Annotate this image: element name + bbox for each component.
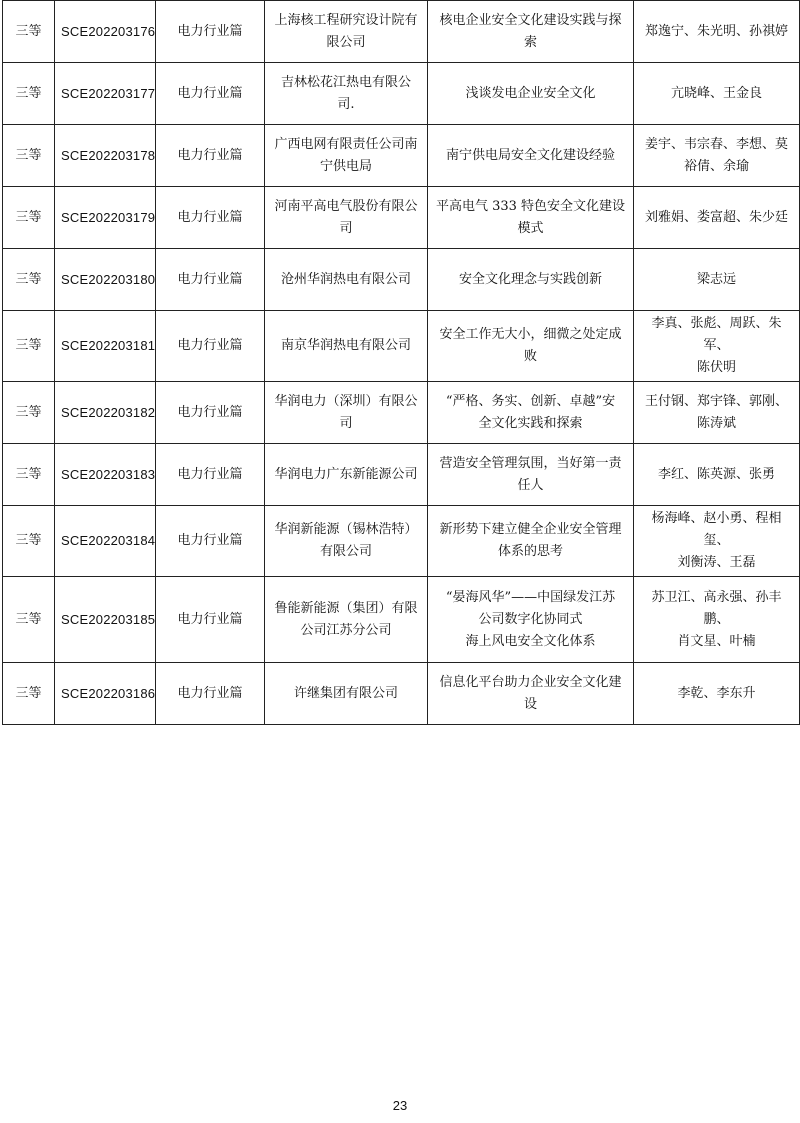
authors-cell-line: 陈涛斌 [696,415,736,431]
category-cell: 电力行业篇 [156,577,265,663]
unit-cell-line: 宁供电局 [319,158,372,174]
grade-cell: 三等 [3,187,55,249]
authors-cell [634,663,800,725]
table-row [3,663,800,725]
category-cell: 电力行业篇 [156,187,265,249]
title-cell-line: 体系的思考 [497,544,563,559]
title-cell-line: 安全工作无大小，细微之处定成 [439,327,622,342]
unit-cell-line: 吉林松花江热电有限公 [280,74,411,90]
unit-cell-line: 河南平高电气股份有限公 [274,198,418,214]
title-cell-line: 信息化平台助力企业安全文化建 [439,674,622,690]
title-cell [428,663,634,725]
unit-cell-line: 司 [339,220,353,236]
unit-cell-line: 许继集团有限公司 [293,685,398,701]
title-cell-line: 南宁供电局安全文化建设经验 [445,147,615,163]
category-cell: 电力行业篇 [156,663,265,725]
title-cell-line: “严格、务实、创新、卓越”安 [445,393,616,409]
grade-cell: 三等 [3,311,55,382]
title-cell [428,63,634,125]
title-cell-line: 新形势下建立健全企业安全管理 [439,522,622,537]
table-row [3,63,800,125]
unit-cell-line: 华润新能源（锡林浩特） [274,522,418,537]
authors-cell-line: 姜宇、韦宗春、李想、莫 [644,136,788,152]
code-cell: SCE202203182 [55,382,156,444]
title-cell-line: 败 [523,349,537,364]
title-cell-line: 浅谈发电企业安全文化 [465,85,596,101]
code-cell: SCE202203180 [55,249,156,311]
authors-cell [634,311,800,382]
code-cell: SCE202203176 [55,1,156,63]
unit-cell-line: 广西电网有限责任公司南 [274,136,418,152]
unit-cell [265,63,428,125]
table-row [3,249,800,311]
table-row [3,506,800,577]
authors-cell-line: 李红、陈英源、张勇 [657,466,775,482]
authors-cell-line: 王付钢、郑宇锋、郭刚、 [644,393,788,409]
authors-cell-line: 裕倩、余瑜 [683,158,749,174]
title-cell [428,1,634,63]
table-row [3,311,800,382]
unit-cell-line: 沧州华润热电有限公司 [280,271,411,287]
unit-cell-line: 限公司 [326,34,366,50]
code-cell: SCE202203179 [55,187,156,249]
unit-cell-line: 鲁能新能源（集团）有限 [274,600,418,616]
grade-cell: 三等 [3,506,55,577]
unit-cell-line: 公司江苏分公司 [300,622,392,638]
unit-cell [265,311,428,382]
title-cell-line: 公司数字化协同式 [478,611,583,627]
authors-cell [634,125,800,187]
category-cell: 电力行业篇 [156,249,265,311]
award-table [2,0,800,725]
code-cell: SCE202203181 [55,311,156,382]
category-cell: 电力行业篇 [156,382,265,444]
unit-cell [265,663,428,725]
title-cell [428,506,634,577]
title-cell [428,311,634,382]
grade-cell: 三等 [3,444,55,506]
authors-cell [634,63,800,125]
unit-cell-line: 上海核工程研究设计院有 [274,12,418,28]
title-cell-line: “晏海风华”——中国绿发江苏 [445,589,616,605]
authors-cell [634,249,800,311]
unit-cell [265,577,428,663]
title-cell-line: 海上风电安全文化体系 [465,633,596,649]
grade-cell: 三等 [3,1,55,63]
authors-cell-line: 刘衡涛、王磊 [677,555,756,570]
authors-cell-line: 李乾、李东升 [677,685,756,701]
authors-cell-line: 梁志远 [696,271,736,287]
grade-cell: 三等 [3,663,55,725]
title-cell-line: 平高电气 333 特色安全文化建设 [435,198,626,214]
category-cell: 电力行业篇 [156,311,265,382]
table-row [3,125,800,187]
code-cell: SCE202203177 [55,63,156,125]
title-cell [428,125,634,187]
title-cell-line: 任人 [517,477,544,493]
code-cell: SCE202203183 [55,444,156,506]
authors-cell [634,506,800,577]
title-cell [428,577,634,663]
category-cell: 电力行业篇 [156,1,265,63]
unit-cell [265,506,428,577]
unit-cell [265,382,428,444]
code-cell: SCE202203178 [55,125,156,187]
unit-cell-line: 华润电力（深圳）有限公 [274,393,418,409]
table-row [3,382,800,444]
authors-cell-line: 肖文星、叶楠 [677,633,756,649]
authors-cell [634,187,800,249]
authors-cell [634,1,800,63]
table-row [3,1,800,63]
unit-cell-line: 司. [337,96,355,112]
category-cell: 电力行业篇 [156,506,265,577]
authors-cell-line: 苏卫江、高永强、孙丰鹏、 [651,589,782,627]
authors-cell [634,444,800,506]
title-cell [428,444,634,506]
authors-cell [634,577,800,663]
title-cell-line: 索 [523,34,537,50]
title-cell [428,249,634,311]
unit-cell-line: 有限公司 [319,544,372,559]
category-cell: 电力行业篇 [156,63,265,125]
page-number: 23 [392,1098,408,1113]
authors-cell-line: 亢晓峰、王金良 [670,85,762,101]
table-row [3,577,800,663]
authors-cell-line: 李真、张彪、周跃、朱军、 [651,316,782,353]
unit-cell-line: 司 [339,415,353,431]
unit-cell [265,444,428,506]
grade-cell: 三等 [3,577,55,663]
title-cell [428,382,634,444]
code-cell: SCE202203186 [55,663,156,725]
table-row [3,444,800,506]
authors-cell-line: 陈伏明 [696,360,736,375]
code-cell: SCE202203184 [55,506,156,577]
unit-cell-line: 华润电力广东新能源公司 [274,466,418,482]
unit-cell [265,1,428,63]
grade-cell: 三等 [3,249,55,311]
title-cell-line: 安全文化理念与实践创新 [458,271,602,287]
category-cell: 电力行业篇 [156,125,265,187]
authors-cell [634,382,800,444]
unit-cell [265,125,428,187]
category-cell: 电力行业篇 [156,444,265,506]
title-cell [428,187,634,249]
code-cell: SCE202203185 [55,577,156,663]
table-body [3,1,800,725]
unit-cell-line: 南京华润热电有限公司 [280,338,411,353]
title-cell-line: 核电企业安全文化建设实践与探 [439,12,622,28]
table-row [3,187,800,249]
grade-cell: 三等 [3,125,55,187]
authors-cell-line: 郑逸宁、朱光明、孙祺婷 [644,23,788,39]
grade-cell: 三等 [3,382,55,444]
title-cell-line: 模式 [517,220,544,236]
unit-cell [265,187,428,249]
grade-cell: 三等 [3,63,55,125]
unit-cell [265,249,428,311]
authors-cell-line: 杨海峰、赵小勇、程相玺、 [651,511,782,548]
authors-cell-line: 刘雅娟、娄富超、朱少廷 [644,209,788,225]
title-cell-line: 营造安全管理氛围，当好第一责 [439,455,622,471]
title-cell-line: 全文化实践和探索 [478,415,583,431]
title-cell-line: 设 [523,696,537,712]
